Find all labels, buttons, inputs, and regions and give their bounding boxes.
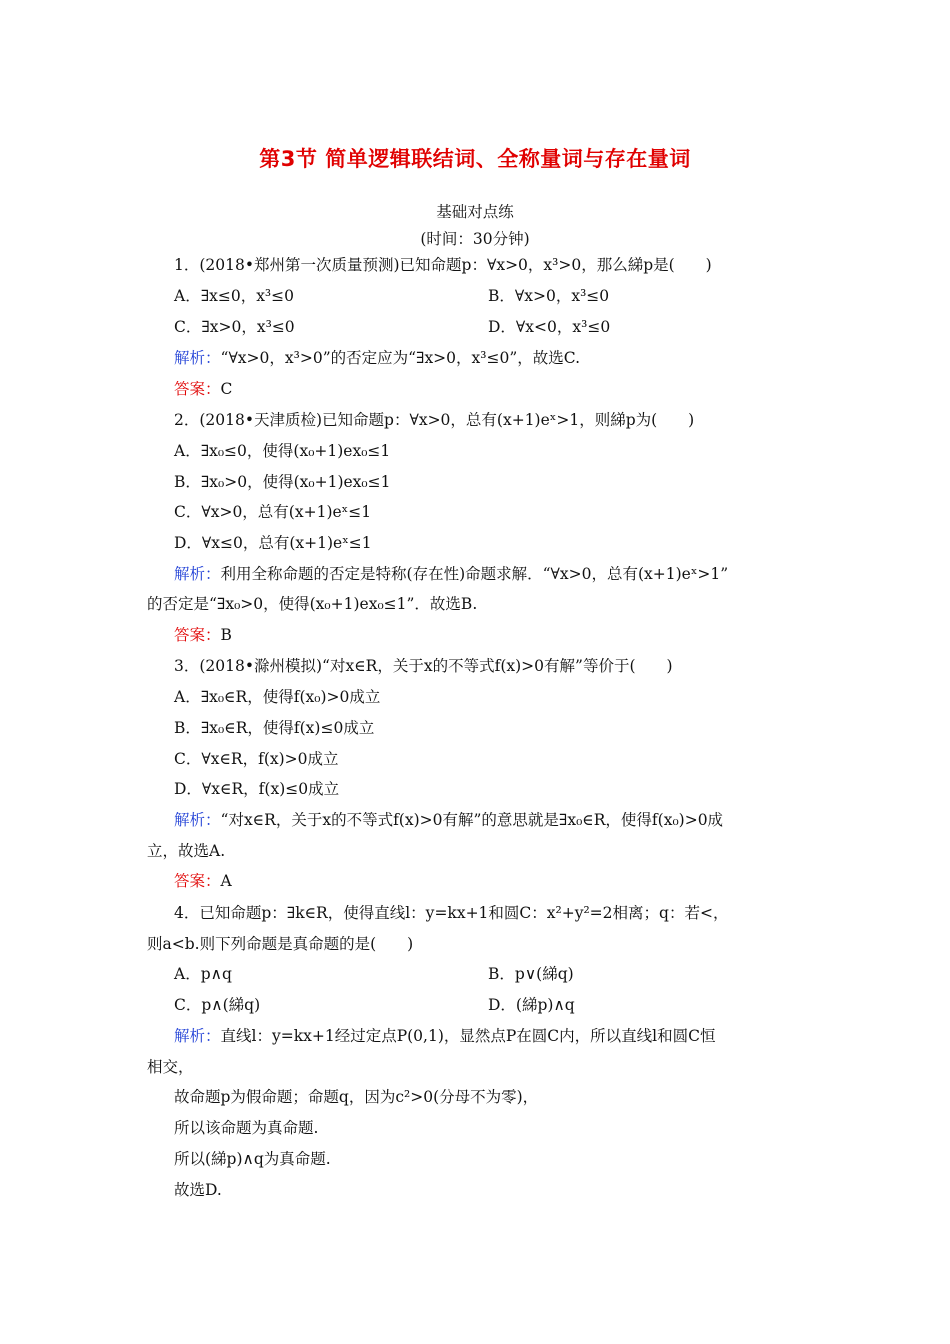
q2-analysis-text-1: 利用全称命题的否定是特称(存在性)命题求解．“∀x>0，总有(x+1)eˣ>1” (220, 565, 729, 583)
q4-analysis-text-1: 直线l：y=kx+1经过定点P(0,1)，显然点P在圆C内，所以直线l和圆C恒 (220, 1027, 716, 1045)
q1-analysis-text: “∀x>0，x³>0”的否定应为“∃x>0，x³≤0”，故选C. (220, 349, 580, 367)
q2-stem: 2．(2018•天津质检)已知命题p：∀x>0，总有(x+1)eˣ>1，则綈p为( ) (174, 411, 695, 429)
q4-analysis-line-4: 所以该命题为真命题. (174, 1119, 319, 1137)
q4-analysis-label: 解析： (174, 1027, 221, 1045)
q3-answer-value: A (220, 872, 232, 890)
q4-option-a: A．p∧q (174, 965, 232, 983)
q1-analysis-label: 解析： (174, 349, 221, 367)
q2-analysis-label: 解析： (174, 565, 221, 583)
q4-analysis-line-6: 故选D. (174, 1181, 222, 1199)
q2-option-d: D．∀x≤0，总有(x+1)eˣ≤1 (174, 534, 372, 552)
q2-option-b: B．∃x₀>0，使得(x₀+1)ex₀≤1 (174, 473, 391, 491)
q3-option-a: A．∃x₀∈R，使得f(x₀)>0成立 (174, 688, 381, 706)
q2-answer (174, 625, 870, 645)
q3-analysis (174, 810, 870, 830)
q3-option-c: C．∀x∈R，f(x)>0成立 (174, 750, 339, 768)
q4-option-b: B．p∨(綈q) (488, 965, 574, 983)
q2-option-c: C．∀x>0，总有(x+1)eˣ≤1 (174, 503, 372, 521)
q1-answer-label: 答案： (174, 380, 221, 398)
q3-analysis-label: 解析： (174, 811, 221, 829)
q1-analysis (174, 348, 870, 368)
q2-analysis-text-2: 的否定是“∃x₀>0，使得(x₀+1)ex₀≤1”．故选B. (147, 595, 478, 613)
q1-answer-value: C (220, 380, 233, 398)
time-note: (时间：30分钟) (420, 230, 530, 248)
q1-answer (174, 379, 870, 399)
q1-option-b: B．∀x>0，x³≤0 (488, 287, 610, 305)
q4-analysis-line-3: 故命题p为假命题；命题q，因为c²>0(分母不为零)， (174, 1088, 539, 1106)
q3-analysis-text-2: 立，故选A. (147, 842, 226, 860)
q4-analysis (174, 1026, 870, 1046)
q2-option-a: A．∃x₀≤0，使得(x₀+1)ex₀≤1 (174, 442, 391, 460)
q4-analysis-line-5: 所以(綈p)∧q为真命题. (174, 1150, 331, 1168)
q3-stem: 3．(2018•滁州模拟)“对x∈R，关于x的不等式f(x)>0有解”等价于( ) (174, 657, 673, 675)
q4-stem-2: 则a<b.则下列命题是真命题的是( ) (147, 935, 414, 953)
q4-stem-1: 4．已知命题p：∃k∈R，使得直线l：y=kx+1和圆C：x²+y²=2相离；q：若<， (174, 904, 729, 922)
q3-analysis-text-1: “对x∈R，关于x的不等式f(x)>0有解”的意思就是∃x₀∈R，使得f(x₀)>0成 (220, 811, 724, 829)
q2-answer-label: 答案： (174, 626, 221, 644)
q3-answer-label: 答案： (174, 872, 221, 890)
q3-answer (174, 871, 870, 891)
q2-answer-value: B (220, 626, 232, 644)
q1-option-a: A．∃x≤0，x³≤0 (174, 287, 294, 305)
q1-stem: 1．(2018•郑州第一次质量预测)已知命题p：∀x>0，x³>0，那么綈p是( ) (174, 256, 712, 274)
q1-option-d: D．∀x<0，x³≤0 (488, 318, 611, 336)
page-title: 第3节 简单逻辑联结词、全称量词与存在量词 (259, 147, 691, 171)
q1-option-c: C．∃x>0，x³≤0 (174, 318, 295, 336)
q4-option-c: C．p∧(綈q) (174, 996, 261, 1014)
q2-analysis (174, 564, 870, 584)
q3-option-b: B．∃x₀∈R，使得f(x)≤0成立 (174, 719, 375, 737)
q3-option-d: D．∀x∈R，f(x)≤0成立 (174, 780, 340, 798)
q4-analysis-text-2: 相交， (147, 1058, 194, 1076)
q4-option-d: D．(綈p)∧q (488, 996, 575, 1014)
section-subtitle: 基础对点练 (436, 203, 514, 221)
